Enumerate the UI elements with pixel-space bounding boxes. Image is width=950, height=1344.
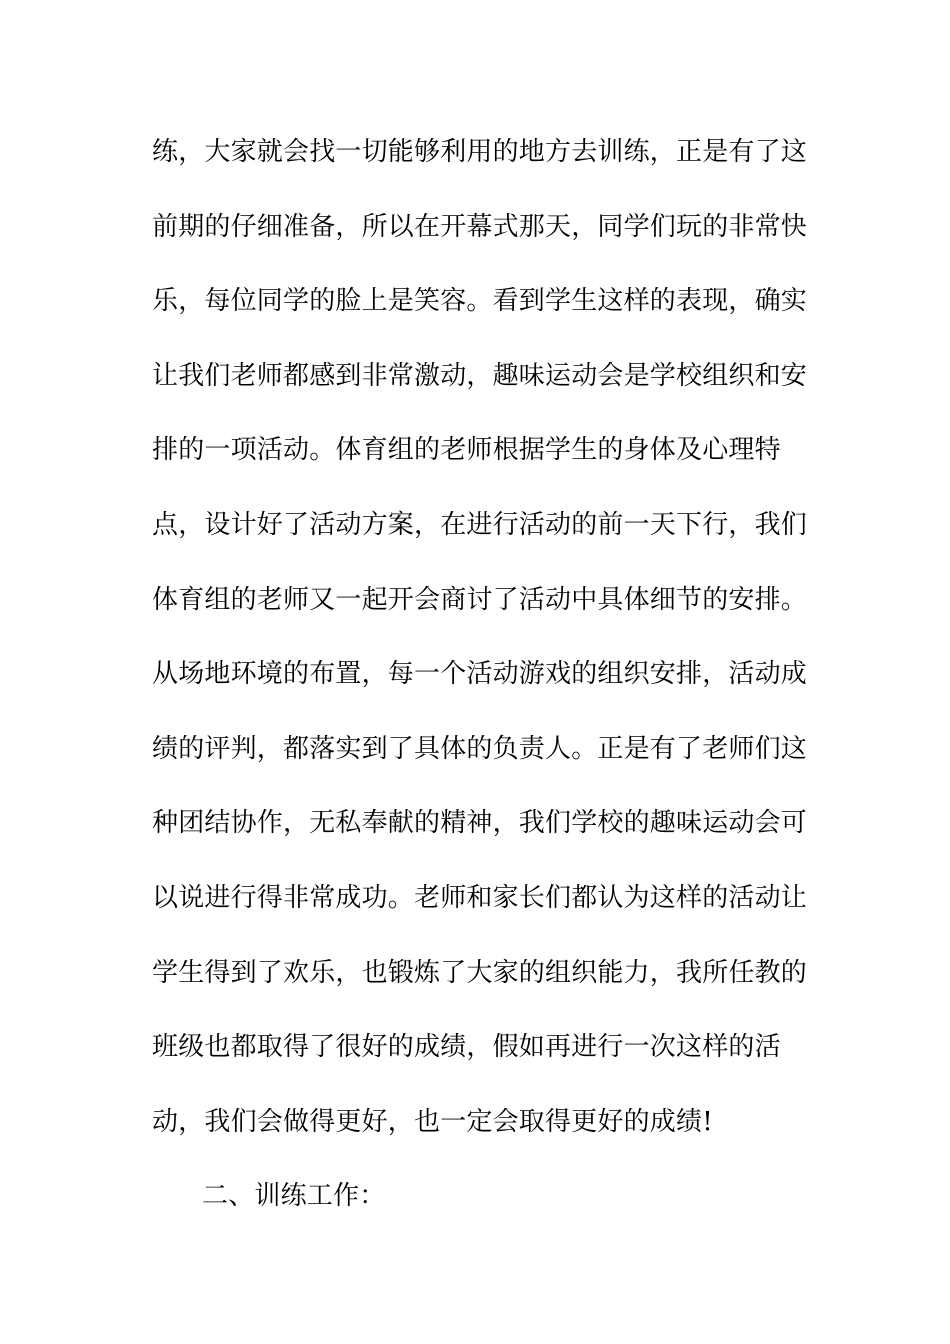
text-line-14: 动，我们会做得更好，也一定会取得更好的成绩! <box>152 1106 713 1137</box>
text-line-9: 绩的评判，都落实到了具体的负责人。正是有了老师们这 <box>152 733 808 764</box>
text-line-1: 练，大家就会找一切能够利用的地方去训练，正是有了这 <box>152 137 808 167</box>
text-line-5: 排的一项活动。体育组的老师根据学生的身体及心理特 <box>152 435 781 466</box>
section-heading: 二、训练工作： <box>202 1181 386 1212</box>
text-line-11: 以说进行得非常成功。老师和家长们都认为这样的活动让 <box>152 882 808 913</box>
text-line-10: 种团结协作，无私奉献的精神，我们学校的趣味运动会可 <box>152 808 808 839</box>
text-line-12: 学生得到了欢乐，也锻炼了大家的组织能力，我所任教的 <box>152 957 808 988</box>
text-line-6: 点，设计好了活动方案，在进行活动的前一天下行，我们 <box>152 509 808 540</box>
text-line-4: 让我们老师都感到非常激动，趣味运动会是学校组织和安 <box>152 360 808 391</box>
text-line-8: 从场地环境的布置，每一个活动游戏的组织安排，活动成 <box>152 659 808 690</box>
text-line-13: 班级也都取得了很好的成绩，假如再进行一次这样的活 <box>152 1032 781 1063</box>
text-line-7: 体育组的老师又一起开会商讨了活动中具体细节的安排。 <box>152 584 808 615</box>
body-text <box>152 128 808 1247</box>
text-line-2: 前期的仔细准备，所以在开幕式那天，同学们玩的非常快 <box>152 211 808 242</box>
text-line-3: 乐，每位同学的脸上是笑容。看到学生这样的表现，确实 <box>152 286 808 317</box>
